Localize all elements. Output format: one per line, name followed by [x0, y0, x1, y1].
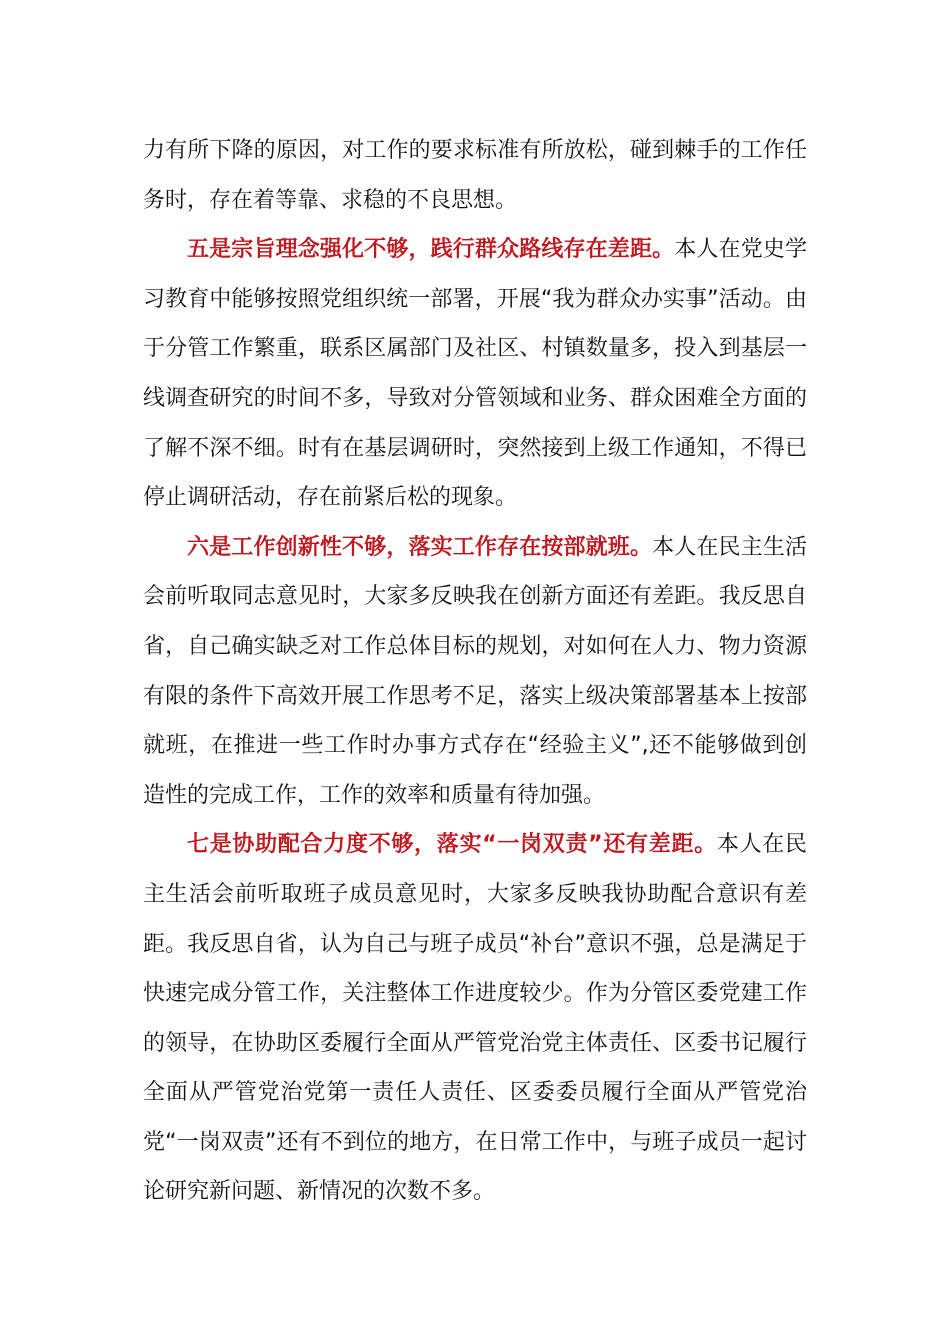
paragraph-text: 力有所下降的原因，对工作的要求标准有所放松，碰到棘手的工作任务时，存在着等靠、求稳的不良思想。 — [143, 138, 807, 213]
paragraph-point-five — [143, 225, 807, 523]
paragraph-continuation — [143, 126, 807, 225]
paragraph-text: 本人在民主生活会前听取班子成员意见时，大家多反映我协助配合意识有差距。我反思自省，认为自己与班子成员“补台”意识不强，总是满足于快速完成分管工作，关注整体工作进度较少。作为分管区委党建工作的领导，在协助区委履行全面从严管党治党主体责任、区委书记履行全面从严管党治党第一责任人责任、区委委员履行全面从严管党治党“一岗双责”还有不到位的地方，在日常工作中，与班子成员一起讨论研究新问题、新情况的次数不多。 — [143, 832, 807, 1205]
paragraph-heading: 五是宗旨理念强化不够，践行群众路线存在差距。 — [187, 237, 675, 263]
paragraph-text: 本人在党史学习教育中能够按照党组织统一部署，开展“我为群众办实事”活动。由于分管工作繁重，联系区属部门及社区、村镇数量多，投入到基层一线调查研究的时间不多，导致对分管领域和业务、群众困难全方面的了解不深不细。时有在基层调研时，突然接到上级工作通知，不得已停止调研活动，存在前紧后松的现象。 — [143, 237, 807, 511]
paragraph-point-six — [143, 523, 807, 821]
paragraph-heading: 六是工作创新性不够，落实工作存在按部就班。 — [187, 534, 653, 560]
paragraph-heading: 七是协助配合力度不够，落实“一岗双责”还有差距。 — [187, 832, 717, 858]
document-body — [143, 126, 807, 1217]
paragraph-point-seven — [143, 820, 807, 1217]
paragraph-text: 本人在民主生活会前听取同志意见时，大家多反映我在创新方面还有差距。我反思自省，自己确实缺乏对工作总体目标的规划，对如何在人力、物力资源有限的条件下高效开展工作思考不足，落实上级决策部署基本上按部就班，在推进一些工作时办事方式存在“经验主义”,还不能够做到创造性的完成工作，工作的效率和质量有待加强。 — [143, 534, 807, 808]
